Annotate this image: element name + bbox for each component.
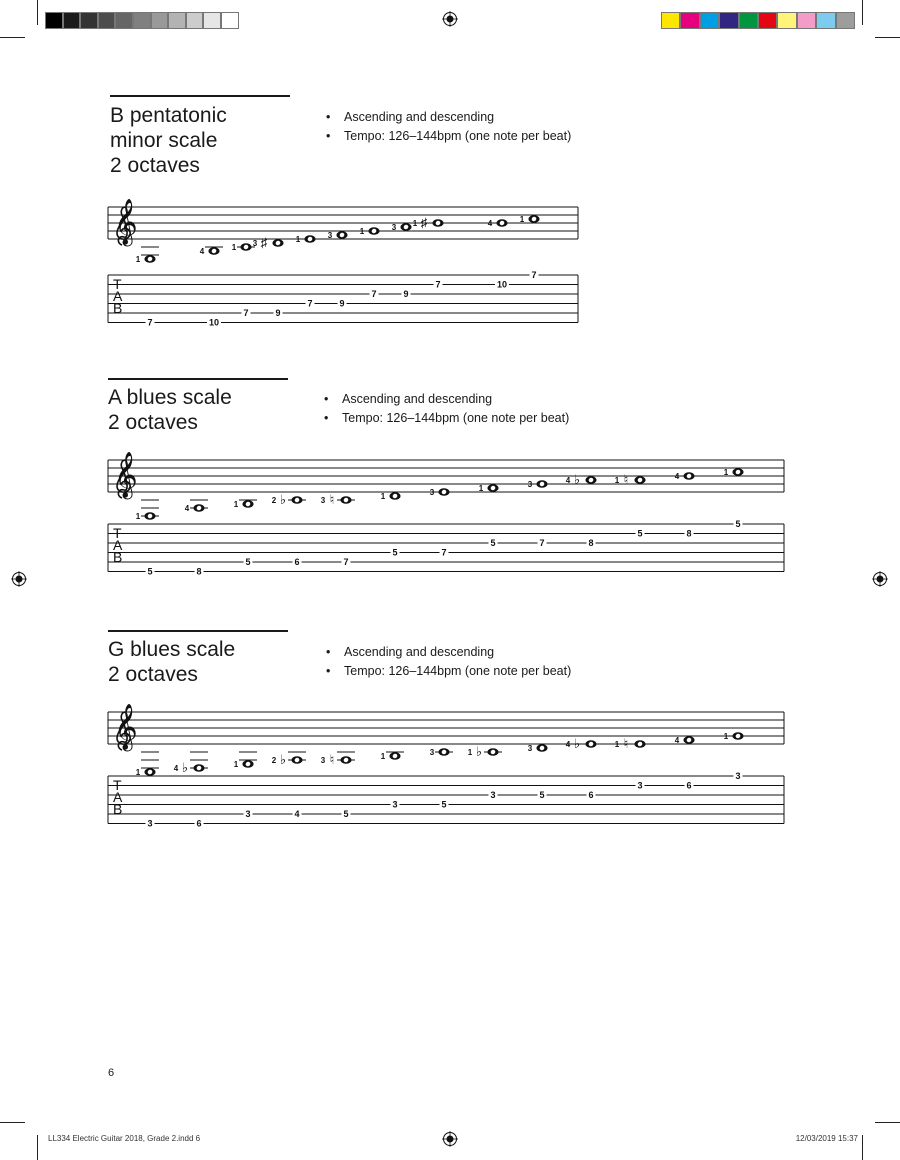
tab-fret-number: 3 <box>637 780 643 791</box>
fingering-number: 3 <box>391 223 397 232</box>
fingering-number: 1 <box>412 219 418 228</box>
accidental-symbol: ♭ <box>475 744 483 759</box>
accidental-symbol: ♮ <box>329 492 335 507</box>
fingering-number: 1 <box>231 243 237 252</box>
tab-fret-number: 6 <box>196 818 202 829</box>
list-item: • Ascending and descending <box>326 643 571 662</box>
section-subtitle: 2 octaves <box>108 411 198 434</box>
fingering-number: 2 <box>271 496 277 505</box>
tab-fret-number: 3 <box>147 818 153 829</box>
tab-fret-number: 8 <box>196 566 202 577</box>
tab-clef-letter: B <box>113 801 123 817</box>
list-item: • Ascending and descending <box>324 390 569 409</box>
fingering-number: 3 <box>327 231 333 240</box>
tab-clef-letter: A <box>113 288 123 304</box>
tab-fret-number: 7 <box>531 270 537 280</box>
fingering-number: 4 <box>184 504 190 513</box>
fingering-number: 1 <box>380 752 386 761</box>
fingering-number: 1 <box>723 732 729 741</box>
tab-fret-number: 7 <box>539 538 545 548</box>
tab-clef-letter: T <box>113 777 122 793</box>
accidental-symbol: ♭ <box>279 492 287 507</box>
tab-fret-number: 3 <box>245 809 251 819</box>
tab-fret-number: 7 <box>435 279 441 290</box>
treble-clef-icon: 𝄞 <box>114 200 138 244</box>
list-item: • Ascending and descending <box>326 108 571 127</box>
fingering-number: 1 <box>519 215 525 224</box>
tab-fret-number: 7 <box>147 317 153 328</box>
fingering-number: 3 <box>527 744 533 753</box>
fingering-number: 1 <box>359 227 365 236</box>
tab-clef-letter: T <box>113 525 122 541</box>
tab-fret-number: 4 <box>294 809 300 819</box>
fingering-number: 1 <box>467 748 473 757</box>
fingering-number: 4 <box>173 764 179 773</box>
tab-fret-number: 5 <box>539 790 545 800</box>
tab-fret-number: 5 <box>392 547 398 558</box>
tab-fret-number: 7 <box>441 547 447 558</box>
accidental-symbol: ♯ <box>260 235 268 250</box>
tab-fret-number: 3 <box>392 799 398 810</box>
tab-fret-number: 9 <box>275 308 281 318</box>
tab-fret-number: 9 <box>403 289 409 299</box>
tab-fret-number: 6 <box>294 557 300 567</box>
fingering-number: 2 <box>271 756 277 765</box>
fingering-number: 3 <box>429 488 435 497</box>
list-item: • Tempo: 126–144bpm (one note per beat) <box>326 662 571 681</box>
tab-fret-number: 7 <box>307 298 313 309</box>
footer-file-info: LL334 Electric Guitar 2018, Grade 2.indd 6 <box>48 1134 201 1143</box>
tab-fret-number: 3 <box>490 790 496 800</box>
section-subtitle: 2 octaves <box>110 154 200 177</box>
tab-fret-number: 7 <box>371 289 377 299</box>
accidental-symbol: ♭ <box>573 736 581 751</box>
fingering-number: 1 <box>233 760 239 769</box>
fingering-number: 1 <box>135 512 141 521</box>
section-title-line: minor scale <box>110 129 218 152</box>
tab-fret-number: 10 <box>208 317 220 328</box>
accidental-symbol: ♭ <box>181 760 189 775</box>
fingering-number: 3 <box>527 480 533 489</box>
tab-fret-number: 5 <box>735 519 741 529</box>
accidental-symbol: ♭ <box>573 472 581 487</box>
tab-fret-number: 6 <box>686 780 692 791</box>
tab-fret-number: 7 <box>243 308 249 318</box>
fingering-number: 4 <box>674 472 680 481</box>
tab-fret-number: 10 <box>496 279 508 290</box>
section-title-line: G blues scale <box>108 638 236 661</box>
page-number: 6 <box>108 1067 115 1079</box>
fingering-number: 1 <box>478 484 484 493</box>
accidental-symbol: ♯ <box>420 215 428 230</box>
section-title-line: B pentatonic <box>110 104 227 127</box>
tab-clef-letter: A <box>113 789 123 805</box>
fingering-number: 1 <box>135 768 141 777</box>
fingering-number: 4 <box>674 736 680 745</box>
fingering-number: 4 <box>565 740 571 749</box>
tab-fret-number: 5 <box>245 557 251 567</box>
tab-fret-number: 5 <box>343 809 349 819</box>
fingering-number: 1 <box>295 235 301 244</box>
list-item: • Tempo: 126–144bpm (one note per beat) <box>326 127 571 146</box>
fingering-number: 1 <box>614 740 620 749</box>
fingering-number: 1 <box>380 492 386 501</box>
fingering-number: 1 <box>233 500 239 509</box>
tab-fret-number: 5 <box>490 538 496 548</box>
fingering-number: 3 <box>429 748 435 757</box>
tab-fret-number: 5 <box>637 528 643 539</box>
tab-clef-letter: A <box>113 537 123 553</box>
tab-fret-number: 8 <box>588 538 594 548</box>
tab-clef-letter: B <box>113 300 123 316</box>
treble-clef-icon: 𝄞 <box>114 705 138 749</box>
tab-clef-letter: B <box>113 549 123 565</box>
fingering-number: 4 <box>487 219 493 228</box>
tab-fret-number: 6 <box>588 790 594 800</box>
section-title-line: A blues scale <box>108 386 232 409</box>
accidental-symbol: ♭ <box>279 752 287 767</box>
accidental-symbol: ♮ <box>623 736 629 751</box>
tab-fret-number: 7 <box>343 557 349 567</box>
fingering-number: 3 <box>252 239 258 248</box>
accidental-symbol: ♮ <box>623 472 629 487</box>
tab-fret-number: 9 <box>339 298 345 309</box>
fingering-number: 1 <box>723 468 729 477</box>
footer-timestamp: 12/03/2019 15:37 <box>795 1134 858 1143</box>
treble-clef-icon: 𝄞 <box>114 453 138 497</box>
tab-fret-number: 5 <box>147 566 153 577</box>
fingering-number: 3 <box>320 496 326 505</box>
fingering-number: 3 <box>320 756 326 765</box>
list-item: • Tempo: 126–144bpm (one note per beat) <box>324 409 569 428</box>
tab-fret-number: 5 <box>441 799 447 810</box>
accidental-symbol: ♮ <box>329 752 335 767</box>
tab-fret-number: 3 <box>735 771 741 781</box>
fingering-number: 1 <box>135 255 141 264</box>
music-system <box>108 704 784 829</box>
section-subtitle: 2 octaves <box>108 663 198 686</box>
tab-fret-number: 8 <box>686 528 692 539</box>
tab-clef-letter: T <box>113 276 122 292</box>
fingering-number: 1 <box>614 476 620 485</box>
fingering-number: 4 <box>565 476 571 485</box>
fingering-number: 4 <box>199 247 205 256</box>
